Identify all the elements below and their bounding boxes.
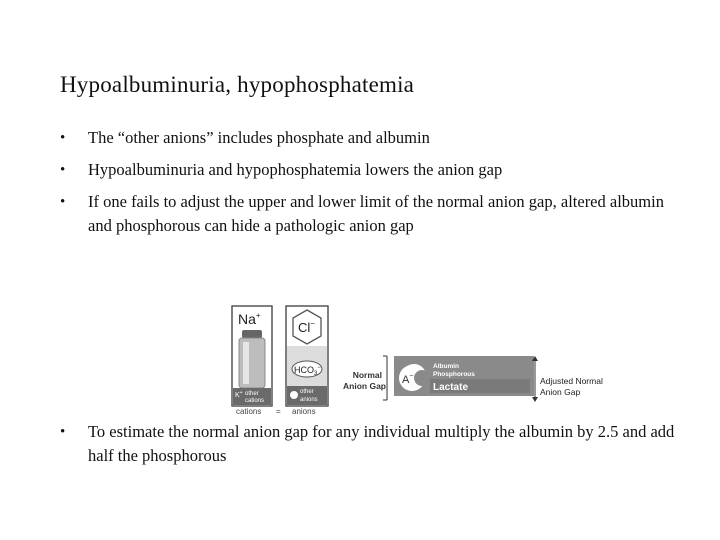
phosphorous-label: Phosphorous — [433, 371, 475, 378]
bullet-item: • The “other anions” includes phosphate and albumin — [60, 126, 680, 150]
equals-sign: = — [276, 407, 281, 416]
other-anions-line1: other — [300, 389, 314, 395]
adjusted-gap-line1: Adjusted Normal — [540, 376, 603, 386]
other-cations-line2: cations — [245, 398, 265, 404]
hco3-label: $HCO_3^-$ — [294, 365, 321, 377]
adjusted-gap-line2: Anion Gap — [540, 387, 581, 397]
bullet-item: • To estimate the normal anion gap for any individual multiply the albumin by 2.5 and add half the phosphorous — [60, 420, 680, 468]
other-anions-dot — [290, 391, 298, 399]
anion-gap-figure — [228, 304, 628, 416]
a-label: A− — [402, 373, 414, 386]
cl-label: Cl− — [298, 319, 315, 335]
bullet-item: • If one fails to adjust the upper and lower limit of the normal anion gap, altered albumin and phosphorous can hide a pathologic anion gap — [60, 190, 680, 238]
shaker-body — [239, 338, 265, 388]
anion-gap-diagram — [228, 304, 628, 416]
na-label: Na+ — [238, 311, 261, 327]
lactate-label: Lactate — [433, 382, 469, 393]
other-cations-line1: other — [245, 391, 259, 397]
cations-caption: cations — [236, 407, 262, 416]
shaker-cap — [242, 330, 262, 338]
other-anions-line2: anions — [300, 397, 318, 403]
anions-caption: anions — [292, 407, 316, 416]
shaker-highlight — [243, 342, 249, 384]
bullet-list — [60, 126, 680, 246]
k-label: K+ — [235, 390, 243, 399]
normal-gap-line1: Normal — [352, 370, 382, 380]
albumin-label: Albumin — [433, 363, 459, 370]
normal-gap-line2: Anion Gap — [343, 381, 386, 391]
slide-title: Hypoalbuminuria, hypophosphatemia — [60, 72, 415, 97]
bottom-bullet-list — [60, 420, 680, 468]
bullet-item: • Hypoalbuminuria and hypophosphatemia lowers the anion gap — [60, 158, 680, 182]
